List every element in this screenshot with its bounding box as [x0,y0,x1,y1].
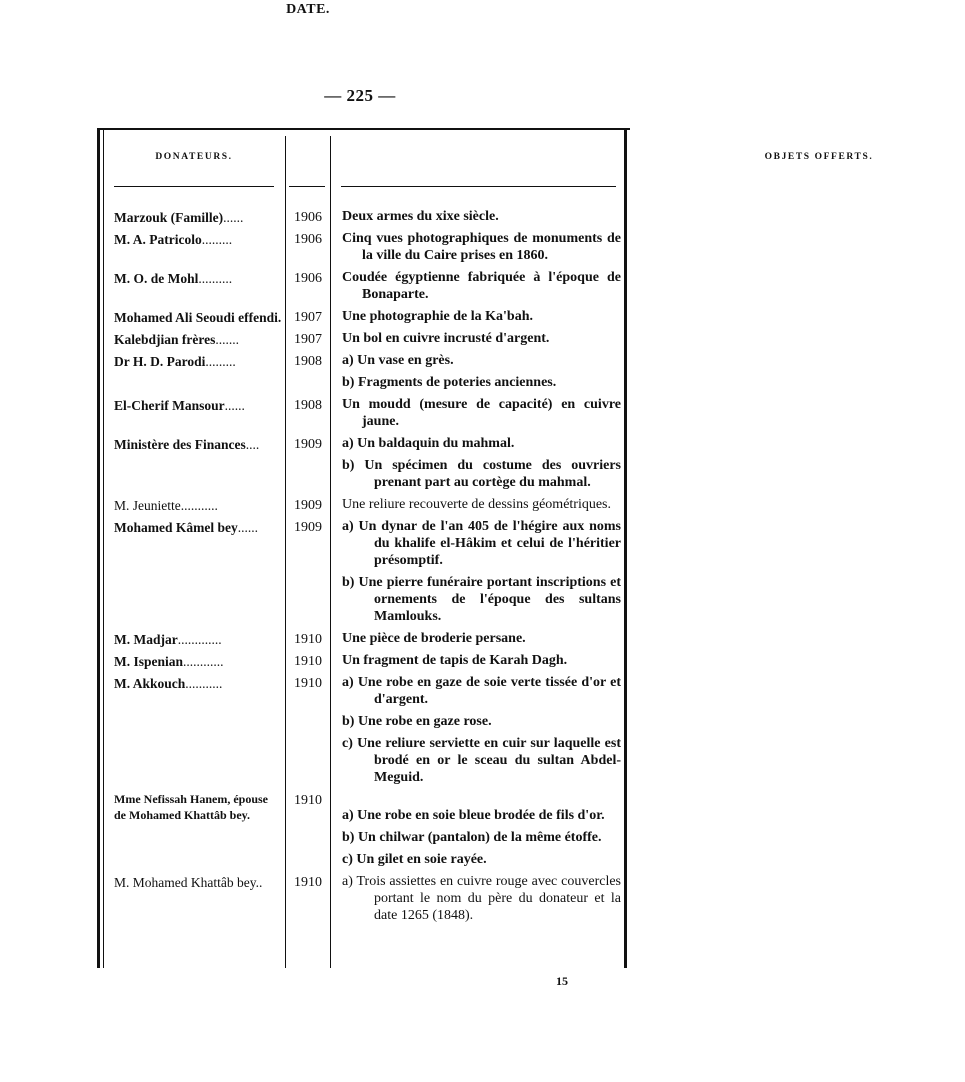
object-item: Une photographie de la Ka'bah. [342,309,533,324]
signature-mark: 15 [556,974,568,988]
header-rule-objects [341,186,616,187]
donor-label: M. Madjar [114,632,178,647]
donor-label: M. A. Patricolo [114,232,202,247]
header-rule-date [289,186,325,187]
donated-objects [342,674,621,786]
donation-date: 1907 [294,332,322,347]
donor-name [114,269,282,289]
donor-name [114,791,282,823]
object-item: Coudée égyptienne fabriquée à l'époque de Bonaparte. [342,270,621,302]
donated-objects [342,330,621,347]
object-item: c) Un gilet en soie rayée. [342,852,487,867]
donor-name [114,396,282,416]
donor-label: M. O. de Mohl [114,271,199,286]
table-row [0,396,720,430]
column-header-objects: OBJETS OFFERTS. [764,152,874,162]
column-header-donors: DONATEURS. [155,152,233,162]
donation-date: 1908 [294,354,322,369]
donor-name [114,674,282,694]
table-row [0,873,720,924]
donated-objects [342,630,621,647]
donated-objects [342,208,621,225]
donated-objects [342,518,621,625]
donated-objects [342,496,621,513]
table-top-border [97,128,630,130]
donor-label: Dr H. D. Parodi [114,354,206,369]
donor-name [114,630,282,650]
leader-dots: ......... [205,354,236,369]
table-row [0,230,720,264]
donated-objects [342,873,621,924]
table-row [0,208,720,225]
donated-objects [342,435,621,491]
donor-label: Mme Nefissah Hanem, épouse de Mohamed Khattâb bey. [114,792,268,822]
object-item: Un moudd (mesure de capacité) en cuivre jaune. [342,397,621,429]
leader-dots: ...... [223,210,244,225]
donation-date: 1910 [294,875,322,890]
donation-date: 1909 [294,520,322,535]
donor-name [114,873,282,893]
object-item: a) Une robe en gaze de soie verte tissée d'or et d'argent. [342,675,621,707]
donated-objects [342,269,621,303]
donated-objects [342,230,621,264]
table-row [0,435,720,491]
object-item: a) Un baldaquin du mahmal. [342,436,515,451]
object-item: a) Une robe en soie bleue brodée de fils d'or. [342,808,605,823]
donation-date: 1906 [294,210,322,225]
donor-label: Kalebdjian frères [114,332,216,347]
object-item: b) Fragments de poteries anciennes. [342,375,557,390]
donor-label: M. Akkouch [114,676,186,691]
leader-dots: ........... [185,676,223,691]
donation-date: 1910 [294,654,322,669]
donor-label: Mohamed Kâmel bey [114,520,238,535]
donor-name [114,330,282,350]
donor-name [114,518,282,538]
leader-dots: .... [245,437,260,452]
donor-name [114,496,282,516]
object-item: Une pièce de broderie persane. [342,631,526,646]
donor-name [114,352,282,372]
table-row [0,269,720,303]
table-row [0,652,720,669]
donor-name [114,308,282,328]
donated-objects [342,308,621,325]
donation-date: 1910 [294,676,322,691]
donation-date: 1909 [294,498,322,513]
table-row [0,496,720,513]
leader-dots: ........... [180,498,218,513]
object-item: Une reliure recouverte de dessins géométriques. [342,497,612,512]
donation-date: 1909 [294,437,322,452]
object-item: a) Un vase en grès. [342,353,454,368]
donor-label: Marzouk (Famille) [114,210,224,225]
donor-label: El-Cherif Mansour [114,398,225,413]
header-rule-donors [114,186,274,187]
donation-date: 1906 [294,271,322,286]
table-row [0,674,720,786]
table-row [0,630,720,647]
donated-objects [342,791,621,868]
object-item: Un fragment de tapis de Karah Dagh. [342,653,568,668]
donor-name [114,208,282,228]
donated-objects [342,652,621,669]
leader-dots: ....... [215,332,239,347]
table-row [0,518,720,625]
leader-dots: .......... [198,271,233,286]
table-row [0,352,720,391]
object-item: a) Un dynar de l'an 405 de l'hégire aux noms du khalife el-Hâkim et celui de l'héritier présomptif. [342,519,621,568]
donor-name [114,230,282,250]
donation-date: 1907 [294,310,322,325]
donor-label: Ministère des Finances [114,437,246,452]
donated-objects [342,352,621,391]
page-number: — 225 — [324,86,396,105]
object-item: Un bol en cuivre incrusté d'argent. [342,331,550,346]
column-header-date: DATE. [286,2,330,17]
donor-label: M. Mohamed Khattâb bey [114,875,256,890]
donations-table [0,208,720,929]
leader-dots: ...... [224,398,245,413]
donated-objects [342,396,621,430]
donation-date: 1908 [294,398,322,413]
donation-date: 1910 [294,793,322,808]
donation-date: 1906 [294,232,322,247]
object-item: b) Une robe en gaze rose. [342,714,492,729]
leader-dots: ............. [177,632,222,647]
donor-label: Mohamed Ali Seoudi effendi. [114,310,282,325]
object-item: b) Un chilwar (pantalon) de la même étoffe. [342,830,602,845]
object-item: b) Un spécimen du costume des ouvriers prenant part au cortège du mahmal. [342,458,621,490]
table-row [0,308,720,325]
donor-label: M. Ispenian [114,654,184,669]
leader-dots: ............ [183,654,224,669]
donation-date: 1910 [294,632,322,647]
table-row [0,791,720,868]
donor-label: M. Jeuniette [114,498,181,513]
object-item: a) Trois assiettes en cuivre rouge avec couvercles portant le nom du père du donateur et la date 1265 (1848). [342,874,621,923]
leader-dots: ...... [237,520,258,535]
object-item: c) Une reliure serviette en cuir sur laquelle est brodé en or le sceau du sultan Abdel-Meguid. [342,736,621,785]
leader-dots: ......... [201,232,233,247]
object-item: Cinq vues photographiques de monuments de la ville du Caire prises en 1860. [342,231,621,263]
object-item: Deux armes du xixe siècle. [342,209,499,224]
object-item: b) Une pierre funéraire portant inscriptions et ornements de l'époque des sultans Mamlouks. [342,575,621,624]
donor-name [114,435,282,455]
leader-dots: .. [255,875,263,890]
table-row [0,330,720,347]
donor-name [114,652,282,672]
